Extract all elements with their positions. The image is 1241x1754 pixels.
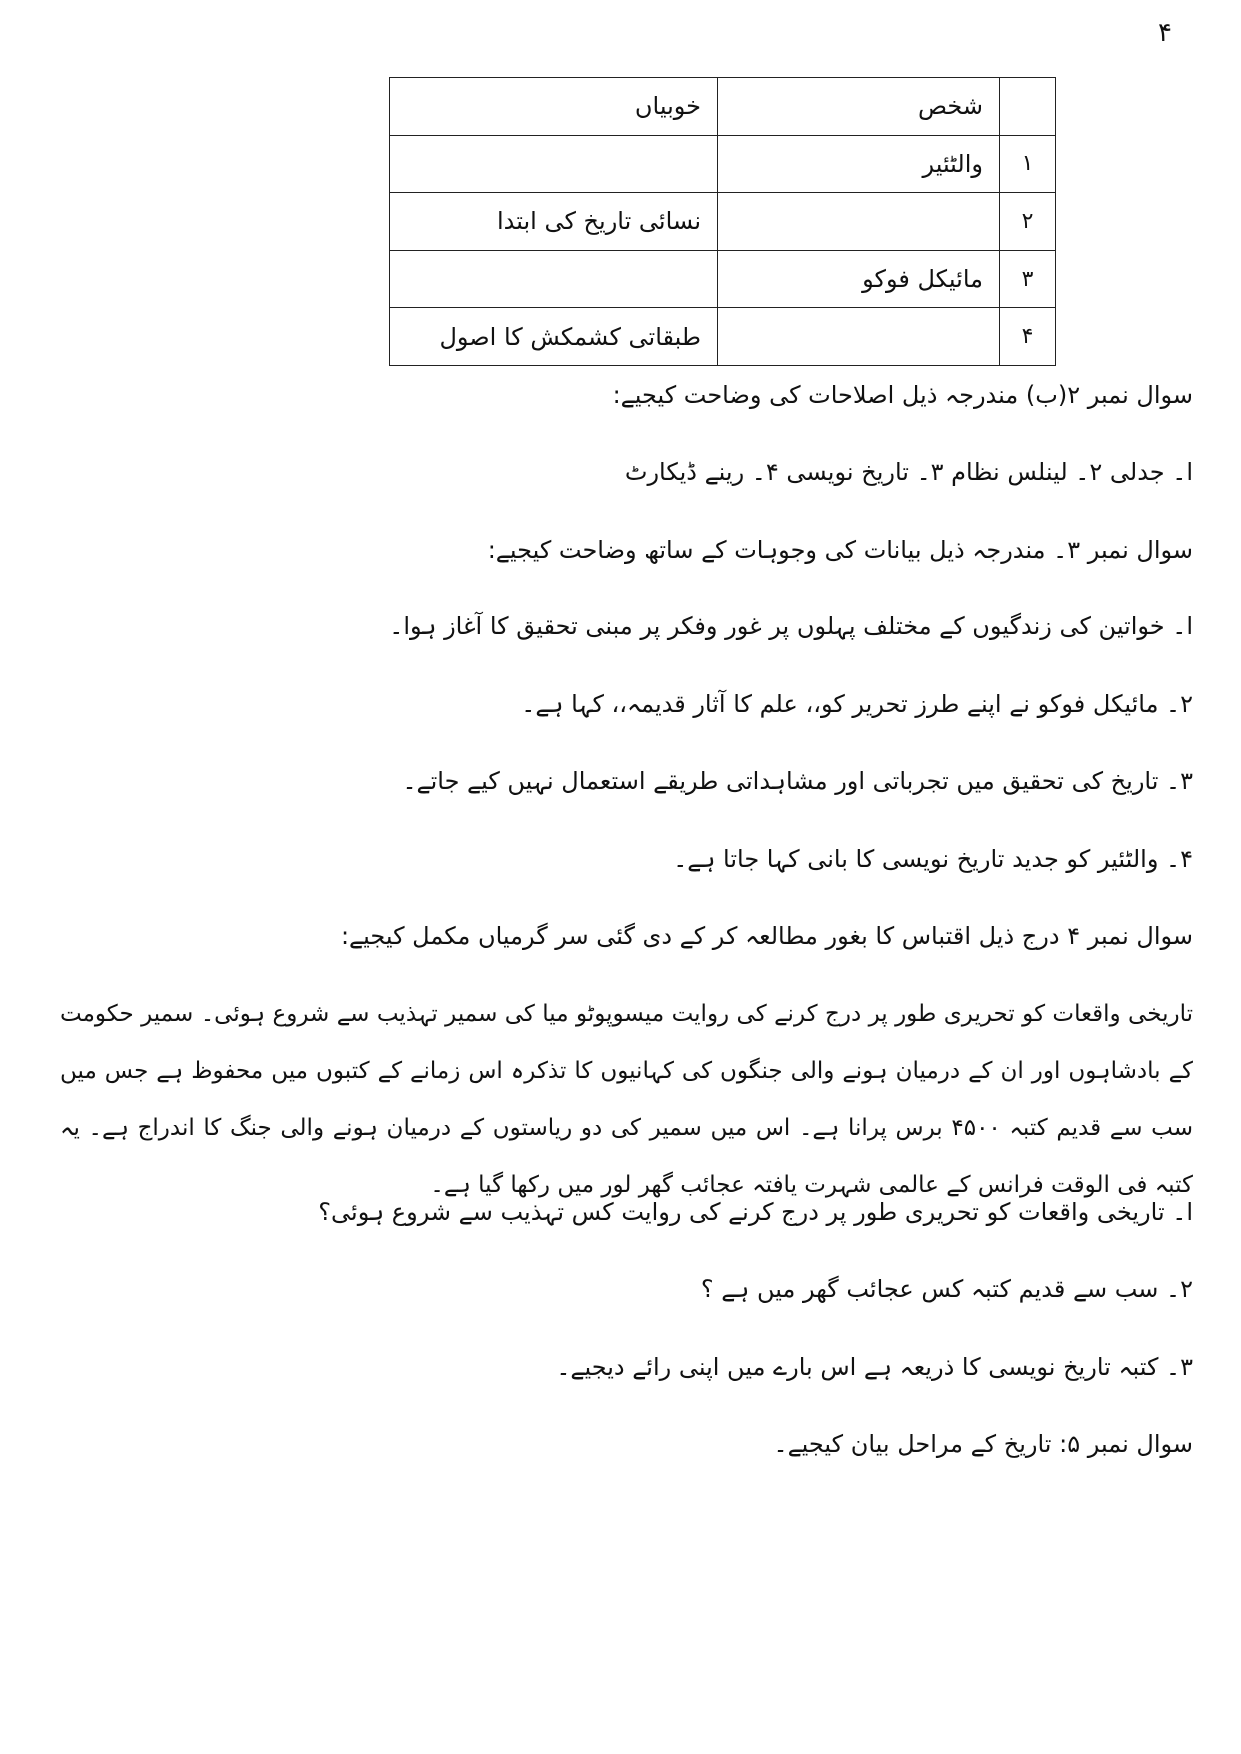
page-number: ۴ [1158,18,1172,48]
question-3-item: ا۔ خواتین کی زندگیوں کے مختلف پہلوں پر غور وفکر پر مبنی تحقیق کا آغاز ہوا۔ [389,612,1193,640]
question-4-passage: تاریخی واقعات کو تحریری طور پر درج کرنے کی روایت میسوپوٹو میا کی سمیر تہذیب سے شروع ہوئی۔ سمیر حکومت کے بادشاہوں اور ان کے درمیان ہونے والی جنگوں کی کہانیوں کا تذکرہ اس زمانے کے کتبوں میں محفوظ ہے جس میں سب سے قدیم کتبہ ۴۵۰۰ برس پرانا ہے۔ اس میں سمیر کی دو ریاستوں کے درمیان ہونے والی جنگ کا اندراج ہے۔ یہ کتبہ فی الوقت فرانس کے عالمی شہرت یافتہ عجائب گھر لور میں رکھا گیا ہے۔ [60,1001,1193,1198]
table-row [390,135,1056,193]
header-qualities: خوبیاں [390,78,718,136]
question-4-item: ا۔ تاریخی واقعات کو تحریری طور پر درج کرنے کی روایت کس تہذیب سے شروع ہوئی؟ [318,1198,1193,1226]
question-2b-heading: سوال نمبر ۲(ب) مندرجہ ذیل اصلاحات کی وضاحت کیجیے: [612,381,1193,409]
question-3-heading: سوال نمبر ۳۔ مندرجہ ذیل بیانات کی وجوہات کے ساتھ وضاحت کیجیے: [487,536,1193,564]
table-row [390,193,1056,251]
row-person [718,193,1000,251]
question-2b-terms: ا۔ جدلی ۲۔ لینلس نظام ۳۔ تاریخ نویسی ۴۔ رینے ڈیکارٹ [624,458,1193,486]
row-person: والٹئیر [718,135,1000,193]
question-4-item: ۳۔ کتبہ تاریخ نویسی کا ذریعہ ہے اس بارے میں اپنی رائے دیجیے۔ [556,1353,1193,1381]
question-3-item: ۳۔ تاریخ کی تحقیق میں تجرباتی اور مشاہداتی طریقے استعمال نہیں کیے جاتے۔ [402,767,1193,795]
row-qualities: نسائی تاریخ کی ابتدا [390,193,718,251]
question-5-heading: سوال نمبر ۵: تاریخ کے مراحل بیان کیجیے۔ [773,1430,1193,1458]
row-person [718,308,1000,366]
header-person: شخص [718,78,1000,136]
row-number: ۳ [1000,250,1056,308]
question-3-item: ۲۔ مائیکل فوکو نے اپنے طرز تحریر کو،، علم کا آثار قدیمہ،، کہا ہے۔ [521,690,1193,718]
row-person: مائیکل فوکو [718,250,1000,308]
question-4-heading: سوال نمبر ۴ درج ذیل اقتباس کا بغور مطالعہ کر کے دی گئی سر گرمیاں مکمل کیجیے: [340,922,1193,950]
question-4-item: ۲۔ سب سے قدیم کتبہ کس عجائب گھر میں ہے ؟ [700,1275,1193,1303]
row-number: ۲ [1000,193,1056,251]
row-number: ۱ [1000,135,1056,193]
persons-qualities-table [389,77,1056,366]
table-row [390,308,1056,366]
row-number: ۴ [1000,308,1056,366]
row-qualities [390,135,718,193]
table-header-row [390,78,1056,136]
header-number [1000,78,1056,136]
row-qualities [390,250,718,308]
question-3-item: ۴۔ والٹئیر کو جدید تاریخ نویسی کا بانی کہا جاتا ہے۔ [673,845,1193,873]
table-row [390,250,1056,308]
row-qualities: طبقاتی کشمکش کا اصول [390,308,718,366]
